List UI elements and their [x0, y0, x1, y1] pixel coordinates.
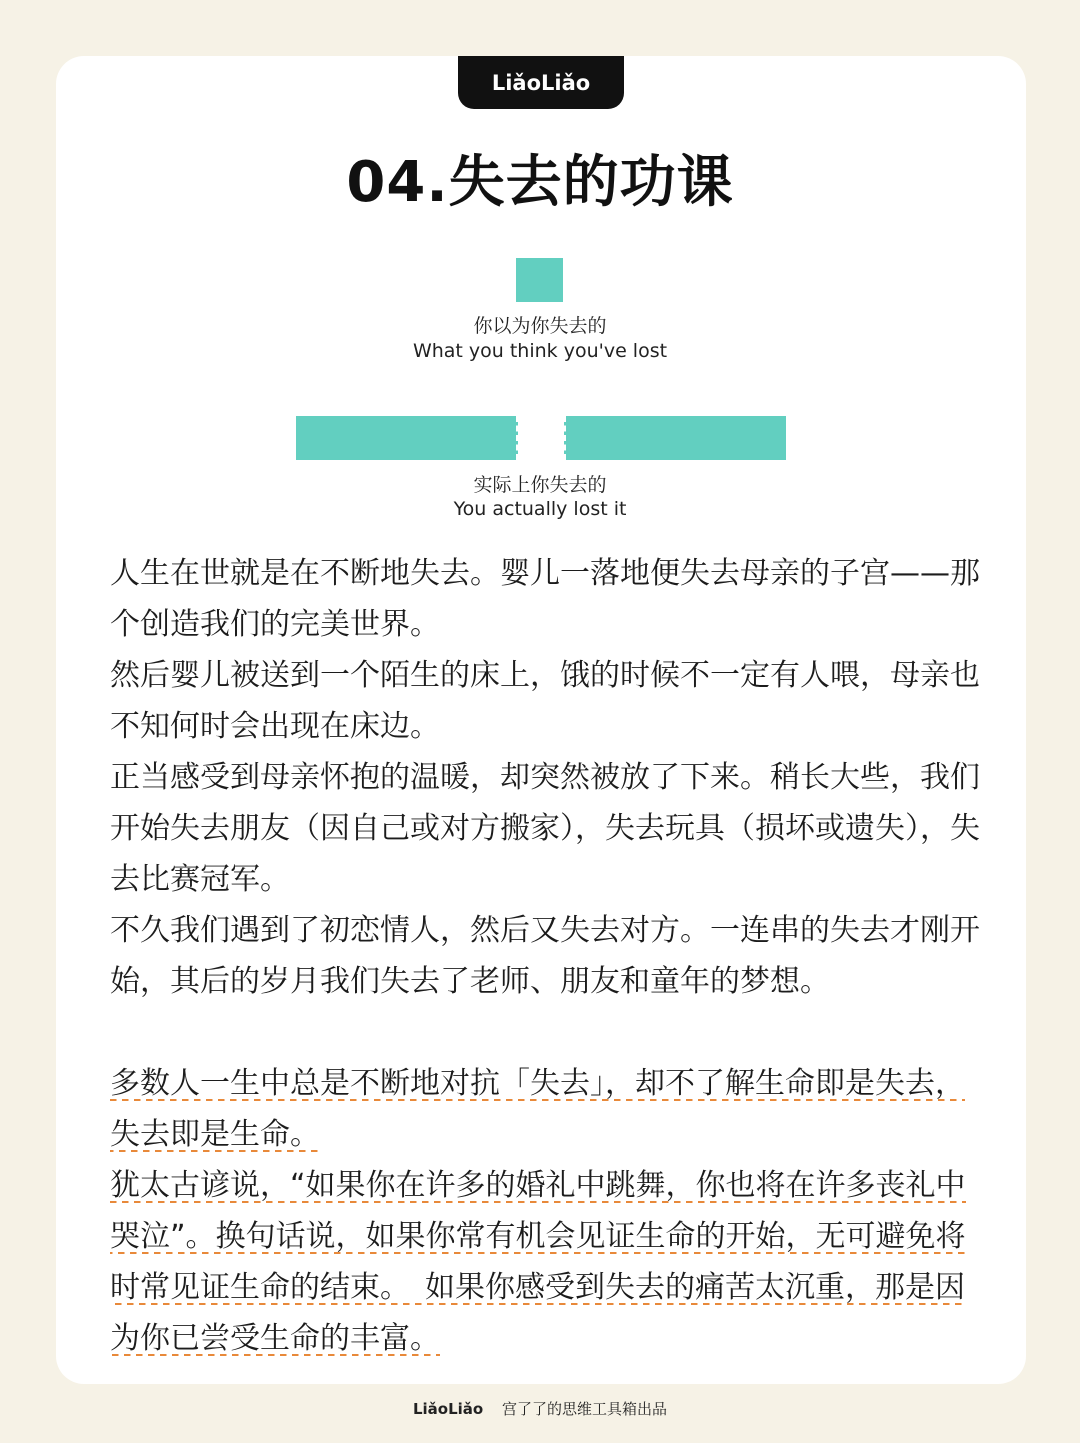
footer-credit: 宫了了的思维工具箱出品: [502, 1400, 668, 1418]
actual-lost-bar-right: [564, 416, 786, 460]
brand-logo: LiǎoLiǎo: [491, 70, 591, 95]
highlighted-paragraph: [110, 1160, 980, 1364]
caption-actual-lost-en: You actually lost it: [453, 498, 627, 520]
paragraph: 不久我们遇到了初恋情人，然后又失去对方。一连串的失去才刚开始，其后的岁月我们失去了老师、朋友和童年的梦想。: [110, 913, 980, 999]
article-body: [110, 548, 980, 1364]
highlight-text: 犹太古谚说，“如果你在许多的婚礼中跳舞，你也将在许多丧礼中哭泣”。换句话说，如果你常有机会见证生命的开始，无可避免将时常见证生命的结束。 如果你感受到失去的痛苦太沉重，那是因为你已尝受生命的丰富。: [110, 1168, 966, 1360]
footer-logo: LiǎoLiǎo: [412, 1400, 484, 1418]
brand-logo-tab: [458, 56, 624, 109]
caption-actual-lost-cn: 实际上你失去的: [473, 474, 607, 496]
paragraph: 正当感受到母亲怀抱的温暖，却突然被放了下来。稍长大些，我们开始失去朋友（因自己或对方搬家），失去玩具（损坏或遗失），失去比赛冠军。: [110, 760, 980, 897]
caption-think-lost-cn: 你以为你失去的: [473, 315, 607, 337]
footer: [0, 1398, 1080, 1419]
caption-think-lost-en: What you think you've lost: [412, 340, 668, 362]
actual-lost-bar-left: [296, 416, 518, 460]
highlighted-paragraph: [110, 1058, 980, 1160]
paragraph: 然后婴儿被送到一个陌生的床上，饿的时候不一定有人喂，母亲也不知何时会出现在床边。: [110, 658, 980, 744]
paragraph-gap: [110, 1007, 980, 1058]
highlight-text: 多数人一生中总是不断地对抗「失去」，却不了解生命即是失去，失去即是生命。: [110, 1066, 965, 1156]
page-title: 04.失去的功课: [346, 150, 734, 215]
lost-square-shape: [516, 258, 563, 302]
paragraph: 人生在世就是在不断地失去。婴儿一落地便失去母亲的子宫——那个创造我们的完美世界。: [110, 556, 980, 642]
